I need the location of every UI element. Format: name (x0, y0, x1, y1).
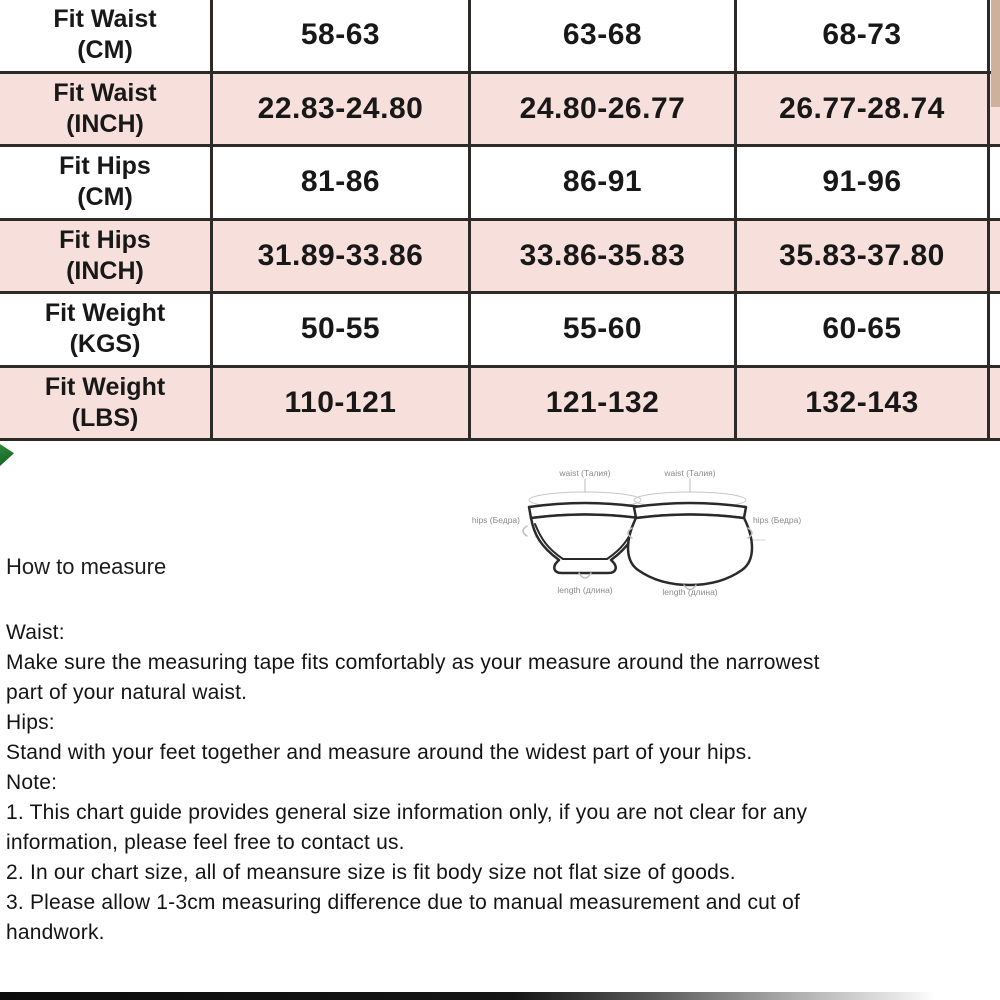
table-row (0, 74, 1000, 148)
row-label-line2: (CM) (77, 36, 133, 65)
table-cell: 55-60 (471, 294, 737, 365)
size-chart-table (0, 0, 1000, 441)
row-label-line1: Fit Hips (59, 225, 151, 254)
table-cell: 50-55 (213, 294, 471, 365)
table-cell: 60-65 (737, 294, 990, 365)
table-filler (990, 221, 1000, 292)
table-cell: 91-96 (737, 147, 990, 218)
table-row (0, 0, 1000, 74)
length-label-back: length (длина) (662, 587, 718, 597)
table-cell: 33.86-35.83 (471, 221, 737, 292)
table-cell: 132-143 (737, 368, 990, 439)
instruction-line: Hips: (6, 711, 55, 734)
table-cell: 24.80-26.77 (471, 74, 737, 145)
row-label-line1: Fit Hips (59, 152, 151, 181)
instruction-line: 2. In our chart size, all of meansure size is fit body size not flat size of goods. (6, 861, 736, 884)
row-label (0, 294, 213, 365)
row-label (0, 0, 213, 71)
instruction-line: information, please feel free to contact us. (6, 831, 405, 854)
row-label (0, 221, 213, 292)
instruction-line: Make sure the measuring tape fits comfortably as your measure around the narrowest (6, 651, 820, 674)
table-row (0, 221, 1000, 295)
instruction-line: handwork. (6, 921, 105, 944)
table-cell: 86-91 (471, 147, 737, 218)
table-cell: 81-86 (213, 147, 471, 218)
instruction-line: 1. This chart guide provides general size information only, if you are not clear for any (6, 801, 808, 824)
table-cell: 31.89-33.86 (213, 221, 471, 292)
row-label (0, 147, 213, 218)
table-cell: 26.77-28.74 (737, 74, 990, 145)
table-cell: 22.83-24.80 (213, 74, 471, 145)
green-wedge-decoration (0, 444, 14, 466)
table-cell: 68-73 (737, 0, 990, 71)
measure-diagrams (450, 462, 830, 597)
panty-diagrams-svg (450, 462, 830, 597)
row-label-line2: (KGS) (69, 330, 141, 359)
right-edge-strip (991, 0, 1000, 107)
instruction-line: Note: (6, 771, 58, 794)
waist-label-back: waist (Талия) (664, 468, 716, 478)
measuring-instructions (6, 618, 991, 948)
row-label-line2: (CM) (77, 183, 133, 212)
table-filler (990, 294, 1000, 365)
table-cell: 63-68 (471, 0, 737, 71)
table-cell: 121-132 (471, 368, 737, 439)
row-label (0, 368, 213, 439)
table-row (0, 368, 1000, 442)
panty-front-diagram (523, 479, 647, 578)
table-cell: 35.83-37.80 (737, 221, 990, 292)
instruction-line: part of your natural waist. (6, 681, 248, 704)
table-row (0, 294, 1000, 368)
row-label-line1: Fit Weight (44, 372, 166, 401)
row-label-line2: (LBS) (71, 403, 139, 432)
hips-label-left: hips (Бедра) (471, 515, 520, 525)
length-label-front: length (длина) (557, 585, 613, 595)
panty-back-diagram (628, 479, 765, 590)
row-label-line1: Fit Weight (44, 299, 166, 328)
hips-label-right: hips (Бедра) (753, 515, 802, 525)
row-label-line2: (INCH) (66, 256, 144, 285)
table-cell: 110-121 (213, 368, 471, 439)
instruction-line: Waist: (6, 621, 65, 644)
table-filler (990, 147, 1000, 218)
row-label (0, 74, 213, 145)
instruction-line: Stand with your feet together and measure around the widest part of your hips. (6, 741, 753, 764)
table-row (0, 147, 1000, 221)
row-label-line1: Fit Waist (53, 5, 157, 34)
table-filler (990, 368, 1000, 439)
row-label-line2: (INCH) (66, 109, 144, 138)
row-label-line1: Fit Waist (53, 78, 157, 107)
bottom-edge-bar (0, 992, 935, 1000)
how-to-measure-title: How to measure (6, 554, 167, 579)
instruction-line: 3. Please allow 1-3cm measuring difference due to manual measurement and cut of (6, 891, 801, 914)
waist-label-front: waist (Талия) (559, 468, 611, 478)
table-cell: 58-63 (213, 0, 471, 71)
